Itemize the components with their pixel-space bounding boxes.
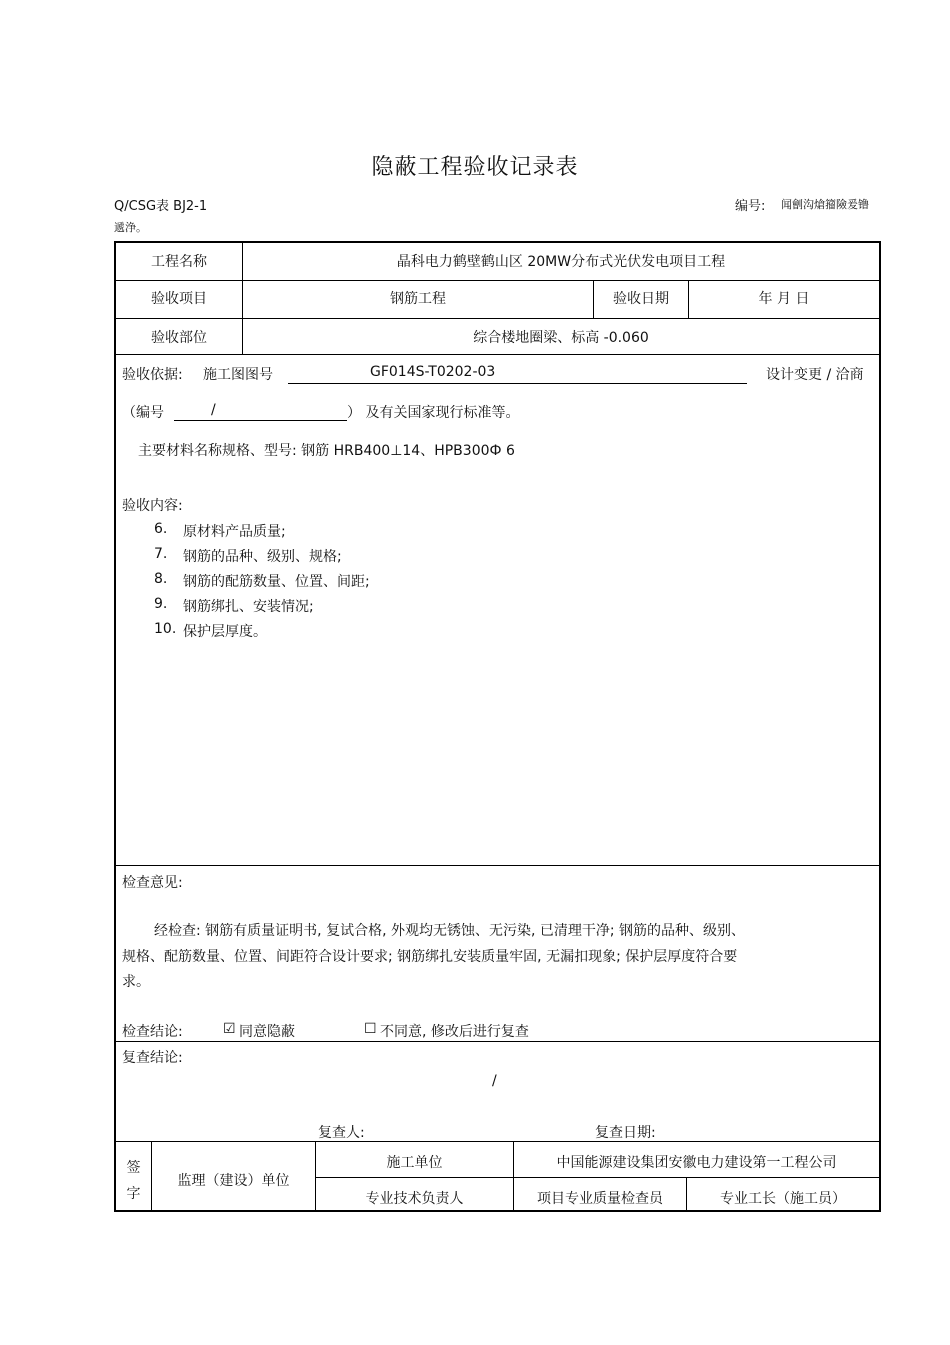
item-label: 验收项目	[151, 291, 207, 307]
content-item-num: 8.	[154, 571, 168, 587]
disagree-checkbox[interactable]: ☐	[364, 1021, 377, 1037]
basis-number-value: /	[211, 402, 216, 418]
project-name-label: 工程名称	[151, 254, 207, 270]
sub-note: 遞浄。	[114, 221, 147, 234]
number-value: 闻劊沟熗籀險爰镥	[781, 198, 869, 211]
sign-char: 签	[126, 1160, 141, 1176]
row-divider	[114, 1141, 881, 1142]
content-label: 验收内容:	[122, 498, 183, 514]
content-item-text: 钢筋绑扎、安装情况;	[183, 599, 314, 615]
inspection-line: 求。	[122, 974, 150, 990]
agree-label: 同意隐蔽	[239, 1024, 295, 1040]
supervisor-label: 监理（建设）单位	[177, 1173, 290, 1189]
row-divider	[114, 354, 881, 355]
row-divider	[315, 1177, 881, 1178]
construction-value: 中国能源建设集团安徽电力建设第一工程公司	[556, 1155, 837, 1171]
page-title: 隐蔽工程验收记录表	[371, 155, 579, 180]
content-item-num: 7.	[154, 546, 168, 562]
date-label: 验收日期	[613, 291, 669, 307]
location-value: 综合楼地圈梁、标高 -0.060	[473, 330, 649, 346]
drawing-value: GF014S-T0202-03	[370, 364, 496, 380]
content-item-num: 9.	[154, 596, 168, 612]
recheck-label: 复查结论:	[122, 1050, 183, 1066]
agree-checkbox[interactable]: ☑	[223, 1021, 236, 1037]
disagree-label: 不同意, 修改后进行复查	[380, 1024, 529, 1040]
recheck-value: /	[492, 1073, 497, 1089]
number-close: ） 及有关国家现行标准等。	[347, 405, 520, 421]
location-label: 验收部位	[151, 330, 207, 346]
content-item-text: 原材料产品质量;	[183, 524, 286, 540]
content-item-num: 6.	[154, 521, 168, 537]
foreman-label: 专业工长（施工员）	[720, 1191, 846, 1207]
row-divider	[114, 280, 881, 281]
content-item-text: 钢筋的品种、级别、规格;	[183, 549, 342, 565]
quality-inspector-label: 项目专业质量检查员	[537, 1191, 663, 1207]
tech-lead-label: 专业技术负责人	[365, 1191, 464, 1207]
row-divider	[114, 318, 881, 319]
sign-char: 字	[126, 1186, 141, 1202]
inspection-line: 经检查: 钢筋有质量证明书, 复试合格, 外观均无锈蚀、无污染, 已清理干净; 钢筋的品种、级别、	[154, 923, 746, 939]
drawing-underline	[288, 383, 747, 384]
basis-label: 验收依据:	[122, 367, 183, 383]
drawing-label: 施工图图号	[203, 367, 273, 383]
inspection-label: 检查意见:	[122, 875, 183, 891]
construction-label: 施工单位	[386, 1155, 443, 1171]
row-divider	[114, 865, 881, 866]
inspection-line: 规格、配筋数量、位置、间距符合设计要求; 钢筋绑扎安装质量牢固, 无漏扣现象; 保护层厚度符合要	[122, 949, 738, 965]
recheck-person-label: 复查人:	[318, 1125, 365, 1141]
project-name-value: 晶科电力鹤壁鹤山区 20MW分布式光伏发电项目工程	[396, 254, 726, 270]
record-table	[114, 241, 881, 1212]
content-item-text: 保护层厚度。	[183, 624, 267, 640]
number-open: （编号	[122, 405, 164, 421]
form-code: Q/CSG表 BJ2-1	[114, 199, 208, 214]
number-underline	[174, 420, 347, 421]
date-value: 年 月 日	[758, 291, 810, 307]
materials: 主要材料名称规格、型号: 钢筋 HRB400⊥14、HPB300Ф 6	[138, 443, 515, 459]
conclusion-label: 检查结论:	[122, 1024, 183, 1040]
recheck-date-label: 复查日期:	[595, 1125, 656, 1141]
row-divider	[114, 1041, 881, 1042]
content-item-num: 10.	[154, 621, 177, 637]
change-label: 设计变更 / 洽商	[766, 367, 864, 383]
number-label: 编号:	[735, 199, 766, 214]
content-item-text: 钢筋的配筋数量、位置、间距;	[183, 574, 370, 590]
item-value: 钢筋工程	[390, 291, 446, 307]
